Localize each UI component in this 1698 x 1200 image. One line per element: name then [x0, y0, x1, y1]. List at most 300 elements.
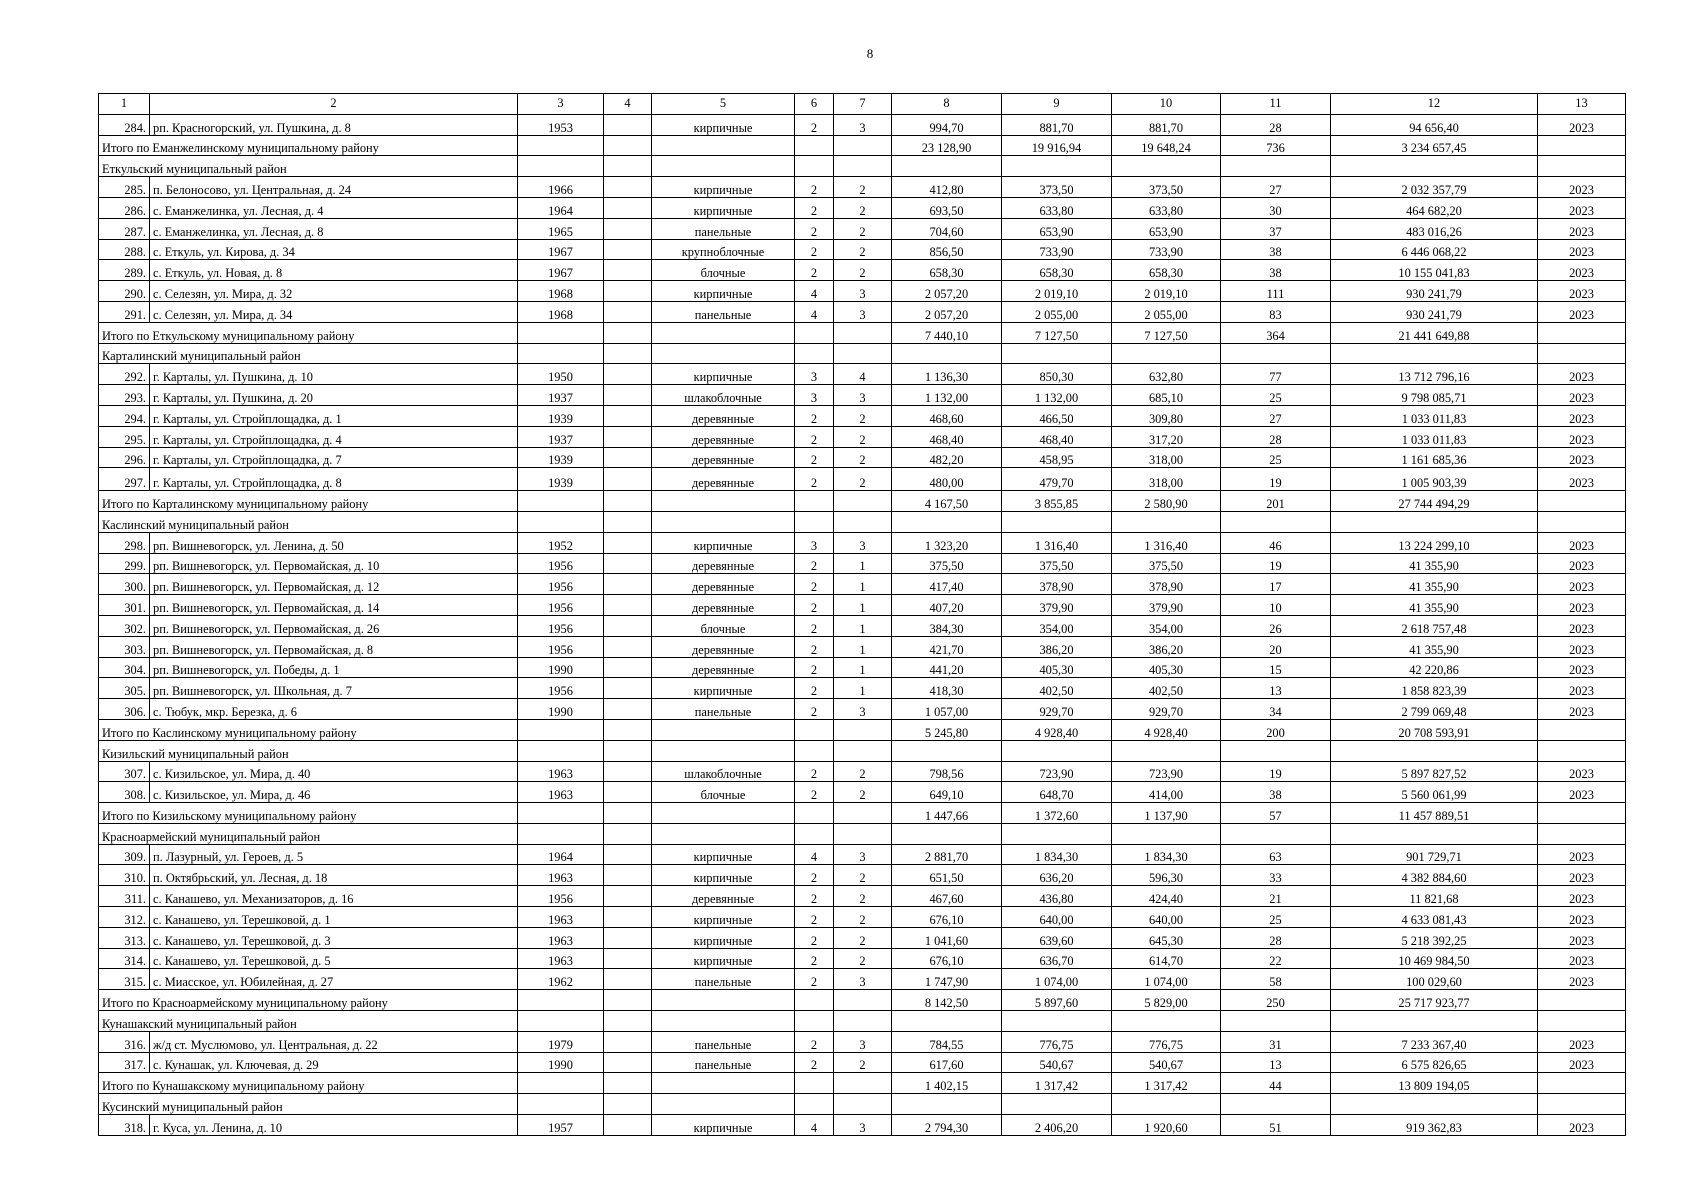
cost-cell: 27 744 494,29 — [1331, 491, 1538, 512]
empty-cell — [1221, 1011, 1331, 1032]
col4-cell — [604, 239, 652, 260]
area-col10-cell: 402,50 — [1112, 678, 1221, 699]
area-col9-cell: 386,20 — [1002, 636, 1112, 657]
area-col10-cell: 2 580,90 — [1112, 491, 1221, 512]
area-col10-cell: 614,70 — [1112, 948, 1221, 969]
area-col9-cell: 2 406,20 — [1002, 1115, 1112, 1136]
address-cell: г. Карталы, ул. Стройплощадка, д. 4 — [150, 426, 518, 447]
district-label: Красноармейский муниципальный район — [99, 823, 518, 844]
residents-cell: 250 — [1221, 990, 1331, 1011]
cost-cell: 21 441 649,88 — [1331, 322, 1538, 343]
empty-cell — [604, 823, 652, 844]
entrances-cell: 2 — [834, 447, 892, 468]
col4-cell — [604, 678, 652, 699]
residents-cell: 33 — [1221, 865, 1331, 886]
year-cell: 1956 — [518, 615, 604, 636]
area-col10-cell: 776,75 — [1112, 1031, 1221, 1052]
empty-cell — [795, 719, 834, 740]
entrances-cell: 1 — [834, 636, 892, 657]
wall-material-cell: кирпичные — [652, 281, 795, 302]
area-col10-cell: 685,10 — [1112, 385, 1221, 406]
area-col9-cell: 373,50 — [1002, 177, 1112, 198]
area-col9-cell: 379,90 — [1002, 595, 1112, 616]
district-label: Кизильский муниципальный район — [99, 740, 518, 761]
column-header-4: 4 — [604, 94, 652, 115]
area-col10-cell: 19 648,24 — [1112, 135, 1221, 156]
empty-cell — [1331, 823, 1538, 844]
table-row — [99, 844, 1626, 865]
table-row — [99, 595, 1626, 616]
empty-cell — [834, 990, 892, 1011]
year-cell: 1963 — [518, 782, 604, 803]
residents-cell: 19 — [1221, 761, 1331, 782]
entrances-cell: 3 — [834, 281, 892, 302]
area-col9-cell: 7 127,50 — [1002, 322, 1112, 343]
area-col10-cell: 318,00 — [1112, 447, 1221, 468]
total-label: Итого по Еманжелинскому муниципальному району — [99, 135, 518, 156]
row-number: 291. — [99, 301, 150, 322]
year-cell: 1939 — [518, 468, 604, 491]
district-label: Кусинский муниципальный район — [99, 1094, 518, 1115]
floors-cell: 4 — [795, 844, 834, 865]
floors-cell: 2 — [795, 197, 834, 218]
total-area-cell: 1 041,60 — [892, 927, 1002, 948]
residents-cell: 77 — [1221, 364, 1331, 385]
entrances-cell: 2 — [834, 468, 892, 491]
year-cell: 1956 — [518, 636, 604, 657]
year-plan-cell: 2023 — [1538, 553, 1626, 574]
district-total-row — [99, 719, 1626, 740]
table-row — [99, 405, 1626, 426]
address-cell: с. Канашево, ул. Механизаторов, д. 16 — [150, 886, 518, 907]
col4-cell — [604, 426, 652, 447]
empty-cell — [1331, 1011, 1538, 1032]
entrances-cell: 3 — [834, 1115, 892, 1136]
empty-cell — [652, 719, 795, 740]
entrances-cell: 1 — [834, 595, 892, 616]
cost-cell: 4 633 081,43 — [1331, 907, 1538, 928]
total-label: Итого по Каслинскому муниципальному району — [99, 719, 518, 740]
cost-cell: 6 446 068,22 — [1331, 239, 1538, 260]
address-cell: рп. Вишневогорск, ул. Школьная, д. 7 — [150, 678, 518, 699]
floors-cell: 2 — [795, 553, 834, 574]
year-plan-cell: 2023 — [1538, 907, 1626, 928]
area-col9-cell: 658,30 — [1002, 260, 1112, 281]
total-area-cell: 1 747,90 — [892, 969, 1002, 990]
wall-material-cell: деревянные — [652, 426, 795, 447]
empty-cell — [652, 1094, 795, 1115]
area-col9-cell: 378,90 — [1002, 574, 1112, 595]
empty-cell — [1002, 1094, 1112, 1115]
col4-cell — [604, 197, 652, 218]
area-col10-cell: 378,90 — [1112, 574, 1221, 595]
year-cell: 1990 — [518, 699, 604, 720]
area-col10-cell: 414,00 — [1112, 782, 1221, 803]
wall-material-cell: кирпичные — [652, 532, 795, 553]
area-col9-cell: 776,75 — [1002, 1031, 1112, 1052]
area-col9-cell: 2 055,00 — [1002, 301, 1112, 322]
floors-cell: 2 — [795, 239, 834, 260]
year-cell: 1956 — [518, 678, 604, 699]
empty-cell — [1002, 156, 1112, 177]
area-col9-cell: 436,80 — [1002, 886, 1112, 907]
empty-cell — [795, 1073, 834, 1094]
floors-cell: 2 — [795, 927, 834, 948]
year-cell: 1956 — [518, 553, 604, 574]
entrances-cell: 3 — [834, 114, 892, 135]
total-area-cell: 856,50 — [892, 239, 1002, 260]
row-number: 309. — [99, 844, 150, 865]
area-col9-cell: 375,50 — [1002, 553, 1112, 574]
empty-cell — [834, 740, 892, 761]
floors-cell: 2 — [795, 574, 834, 595]
empty-cell — [518, 511, 604, 532]
area-col10-cell: 723,90 — [1112, 761, 1221, 782]
area-col10-cell: 386,20 — [1112, 636, 1221, 657]
residents-cell: 364 — [1221, 322, 1331, 343]
column-header-12: 12 — [1331, 94, 1538, 115]
year-plan-cell: 2023 — [1538, 574, 1626, 595]
empty-cell — [1002, 511, 1112, 532]
cost-cell: 41 355,90 — [1331, 595, 1538, 616]
col4-cell — [604, 574, 652, 595]
wall-material-cell: кирпичные — [652, 1115, 795, 1136]
col4-cell — [604, 886, 652, 907]
district-header-row — [99, 823, 1626, 844]
total-area-cell: 1 323,20 — [892, 532, 1002, 553]
table-row — [99, 1031, 1626, 1052]
area-col10-cell: 2 019,10 — [1112, 281, 1221, 302]
entrances-cell: 3 — [834, 1031, 892, 1052]
entrances-cell: 3 — [834, 699, 892, 720]
district-total-row — [99, 990, 1626, 1011]
entrances-cell: 3 — [834, 385, 892, 406]
empty-cell — [892, 1011, 1002, 1032]
table-row — [99, 636, 1626, 657]
table-row — [99, 177, 1626, 198]
entrances-cell: 1 — [834, 615, 892, 636]
year-cell: 1965 — [518, 218, 604, 239]
table-row — [99, 699, 1626, 720]
row-number: 285. — [99, 177, 150, 198]
column-number-header — [99, 94, 1626, 115]
entrances-cell: 2 — [834, 927, 892, 948]
empty-cell — [892, 343, 1002, 364]
floors-cell: 2 — [795, 948, 834, 969]
col4-cell — [604, 553, 652, 574]
address-cell: с. Канашево, ул. Терешковой, д. 5 — [150, 948, 518, 969]
col4-cell — [604, 114, 652, 135]
col4-cell — [604, 969, 652, 990]
address-cell: п. Октябрьский, ул. Лесная, д. 18 — [150, 865, 518, 886]
table-row — [99, 197, 1626, 218]
total-area-cell: 5 245,80 — [892, 719, 1002, 740]
empty-cell — [652, 491, 795, 512]
total-area-cell: 1 132,00 — [892, 385, 1002, 406]
area-col9-cell: 1 132,00 — [1002, 385, 1112, 406]
row-number: 312. — [99, 907, 150, 928]
empty-cell — [604, 491, 652, 512]
floors-cell: 2 — [795, 615, 834, 636]
year-plan-cell: 2023 — [1538, 699, 1626, 720]
cost-cell: 483 016,26 — [1331, 218, 1538, 239]
row-number: 308. — [99, 782, 150, 803]
total-area-cell: 384,30 — [892, 615, 1002, 636]
empty-cell — [1112, 823, 1221, 844]
row-number: 298. — [99, 532, 150, 553]
year-plan-cell: 2023 — [1538, 615, 1626, 636]
year-cell: 1956 — [518, 595, 604, 616]
year-cell: 1964 — [518, 197, 604, 218]
empty-cell — [604, 1073, 652, 1094]
residents-cell: 37 — [1221, 218, 1331, 239]
residents-cell: 25 — [1221, 447, 1331, 468]
col4-cell — [604, 615, 652, 636]
cost-cell: 100 029,60 — [1331, 969, 1538, 990]
cost-cell: 2 799 069,48 — [1331, 699, 1538, 720]
area-col9-cell: 1 834,30 — [1002, 844, 1112, 865]
empty-cell — [1538, 156, 1626, 177]
column-header-6: 6 — [795, 94, 834, 115]
column-header-13: 13 — [1538, 94, 1626, 115]
entrances-cell: 2 — [834, 761, 892, 782]
column-header-10: 10 — [1112, 94, 1221, 115]
year-cell: 1963 — [518, 927, 604, 948]
year-plan-cell: 2023 — [1538, 595, 1626, 616]
table-row — [99, 114, 1626, 135]
area-col10-cell: 540,67 — [1112, 1052, 1221, 1073]
floors-cell: 3 — [795, 532, 834, 553]
col4-cell — [604, 865, 652, 886]
col4-cell — [604, 948, 652, 969]
year-plan-cell: 2023 — [1538, 260, 1626, 281]
area-col10-cell: 929,70 — [1112, 699, 1221, 720]
empty-cell — [604, 1094, 652, 1115]
empty-cell — [834, 343, 892, 364]
table-row — [99, 281, 1626, 302]
wall-material-cell: кирпичные — [652, 114, 795, 135]
empty-cell — [1221, 823, 1331, 844]
year-plan-cell: 2023 — [1538, 1115, 1626, 1136]
column-header-8: 8 — [892, 94, 1002, 115]
residents-cell: 38 — [1221, 239, 1331, 260]
address-cell: рп. Вишневогорск, ул. Первомайская, д. 10 — [150, 553, 518, 574]
residents-cell: 19 — [1221, 553, 1331, 574]
table-row — [99, 782, 1626, 803]
cost-cell: 2 032 357,79 — [1331, 177, 1538, 198]
residents-cell: 27 — [1221, 177, 1331, 198]
total-area-cell: 417,40 — [892, 574, 1002, 595]
cost-cell: 20 708 593,91 — [1331, 719, 1538, 740]
col4-cell — [604, 761, 652, 782]
area-col9-cell: 402,50 — [1002, 678, 1112, 699]
table-row — [99, 1115, 1626, 1136]
row-number: 300. — [99, 574, 150, 595]
area-col9-cell: 5 897,60 — [1002, 990, 1112, 1011]
address-cell: с. Кунашак, ул. Ключевая, д. 29 — [150, 1052, 518, 1073]
floors-cell: 2 — [795, 636, 834, 657]
area-col10-cell: 1 317,42 — [1112, 1073, 1221, 1094]
empty-cell — [1538, 135, 1626, 156]
floors-cell: 2 — [795, 678, 834, 699]
area-col9-cell: 4 928,40 — [1002, 719, 1112, 740]
year-cell: 1979 — [518, 1031, 604, 1052]
wall-material-cell: панельные — [652, 969, 795, 990]
table-row — [99, 532, 1626, 553]
empty-cell — [795, 322, 834, 343]
total-area-cell: 784,55 — [892, 1031, 1002, 1052]
table-row — [99, 553, 1626, 574]
total-area-cell: 421,70 — [892, 636, 1002, 657]
area-col9-cell: 405,30 — [1002, 657, 1112, 678]
empty-cell — [1538, 803, 1626, 824]
wall-material-cell: кирпичные — [652, 907, 795, 928]
col4-cell — [604, 1052, 652, 1073]
col4-cell — [604, 447, 652, 468]
entrances-cell: 1 — [834, 657, 892, 678]
wall-material-cell: кирпичные — [652, 865, 795, 886]
empty-cell — [1221, 511, 1331, 532]
cost-cell: 6 575 826,65 — [1331, 1052, 1538, 1073]
empty-cell — [652, 803, 795, 824]
total-area-cell: 2 881,70 — [892, 844, 1002, 865]
year-plan-cell: 2023 — [1538, 865, 1626, 886]
total-area-cell: 23 128,90 — [892, 135, 1002, 156]
column-header-5: 5 — [652, 94, 795, 115]
entrances-cell: 2 — [834, 218, 892, 239]
col4-cell — [604, 657, 652, 678]
floors-cell: 2 — [795, 114, 834, 135]
total-area-cell: 651,50 — [892, 865, 1002, 886]
floors-cell: 2 — [795, 595, 834, 616]
empty-cell — [518, 491, 604, 512]
empty-cell — [1002, 1011, 1112, 1032]
empty-cell — [795, 135, 834, 156]
empty-cell — [604, 740, 652, 761]
district-header-row — [99, 1011, 1626, 1032]
year-plan-cell: 2023 — [1538, 281, 1626, 302]
empty-cell — [795, 823, 834, 844]
floors-cell: 4 — [795, 1115, 834, 1136]
residents-cell: 19 — [1221, 468, 1331, 491]
residents-cell: 20 — [1221, 636, 1331, 657]
address-cell: с. Селезян, ул. Мира, д. 34 — [150, 301, 518, 322]
residents-cell: 34 — [1221, 699, 1331, 720]
total-area-cell: 1 402,15 — [892, 1073, 1002, 1094]
area-col10-cell: 4 928,40 — [1112, 719, 1221, 740]
area-col10-cell: 640,00 — [1112, 907, 1221, 928]
total-area-cell: 375,50 — [892, 553, 1002, 574]
year-plan-cell: 2023 — [1538, 948, 1626, 969]
year-plan-cell: 2023 — [1538, 197, 1626, 218]
entrances-cell: 1 — [834, 553, 892, 574]
floors-cell: 2 — [795, 657, 834, 678]
area-col10-cell: 373,50 — [1112, 177, 1221, 198]
residents-cell: 44 — [1221, 1073, 1331, 1094]
empty-cell — [604, 803, 652, 824]
cost-cell: 7 233 367,40 — [1331, 1031, 1538, 1052]
empty-cell — [892, 156, 1002, 177]
floors-cell: 2 — [795, 886, 834, 907]
floors-cell: 2 — [795, 260, 834, 281]
empty-cell — [652, 1073, 795, 1094]
table-row — [99, 239, 1626, 260]
table-row — [99, 907, 1626, 928]
total-area-cell: 480,00 — [892, 468, 1002, 491]
area-col9-cell: 466,50 — [1002, 405, 1112, 426]
area-col9-cell: 3 855,85 — [1002, 491, 1112, 512]
col4-cell — [604, 260, 652, 281]
area-col10-cell: 658,30 — [1112, 260, 1221, 281]
year-cell: 1963 — [518, 948, 604, 969]
column-header-9: 9 — [1002, 94, 1112, 115]
entrances-cell: 2 — [834, 405, 892, 426]
row-number: 306. — [99, 699, 150, 720]
area-col10-cell: 881,70 — [1112, 114, 1221, 135]
address-cell: г. Куса, ул. Ленина, д. 10 — [150, 1115, 518, 1136]
empty-cell — [834, 1011, 892, 1032]
empty-cell — [1331, 740, 1538, 761]
year-plan-cell: 2023 — [1538, 385, 1626, 406]
address-cell: рп. Вишневогорск, ул. Первомайская, д. 14 — [150, 595, 518, 616]
district-label: Еткульский муниципальный район — [99, 156, 518, 177]
row-number: 301. — [99, 595, 150, 616]
empty-cell — [652, 511, 795, 532]
year-cell: 1990 — [518, 1052, 604, 1073]
empty-cell — [604, 990, 652, 1011]
empty-cell — [834, 322, 892, 343]
area-col10-cell: 405,30 — [1112, 657, 1221, 678]
col4-cell — [604, 281, 652, 302]
cost-cell: 5 218 392,25 — [1331, 927, 1538, 948]
cost-cell: 13 224 299,10 — [1331, 532, 1538, 553]
empty-cell — [1538, 740, 1626, 761]
total-area-cell: 7 440,10 — [892, 322, 1002, 343]
year-plan-cell: 2023 — [1538, 969, 1626, 990]
year-plan-cell: 2023 — [1538, 364, 1626, 385]
year-plan-cell: 2023 — [1538, 678, 1626, 699]
empty-cell — [834, 803, 892, 824]
district-header-row — [99, 740, 1626, 761]
residents-cell: 17 — [1221, 574, 1331, 595]
total-area-cell: 798,56 — [892, 761, 1002, 782]
empty-cell — [834, 1094, 892, 1115]
residents-cell: 57 — [1221, 803, 1331, 824]
area-col9-cell: 19 916,94 — [1002, 135, 1112, 156]
empty-cell — [1112, 156, 1221, 177]
district-header-row — [99, 511, 1626, 532]
area-col10-cell: 7 127,50 — [1112, 322, 1221, 343]
table-row — [99, 948, 1626, 969]
row-number: 295. — [99, 426, 150, 447]
area-col9-cell: 733,90 — [1002, 239, 1112, 260]
area-col10-cell: 1 834,30 — [1112, 844, 1221, 865]
empty-cell — [1221, 156, 1331, 177]
cost-cell: 42 220,86 — [1331, 657, 1538, 678]
floors-cell: 2 — [795, 1031, 834, 1052]
wall-material-cell: блочные — [652, 615, 795, 636]
year-cell: 1953 — [518, 114, 604, 135]
year-plan-cell: 2023 — [1538, 405, 1626, 426]
empty-cell — [1002, 740, 1112, 761]
address-cell: рп. Вишневогорск, ул. Ленина, д. 50 — [150, 532, 518, 553]
empty-cell — [1221, 343, 1331, 364]
floors-cell: 2 — [795, 405, 834, 426]
empty-cell — [1112, 511, 1221, 532]
empty-cell — [652, 823, 795, 844]
address-cell: с. Миасское, ул. Юбилейная, д. 27 — [150, 969, 518, 990]
col4-cell — [604, 699, 652, 720]
